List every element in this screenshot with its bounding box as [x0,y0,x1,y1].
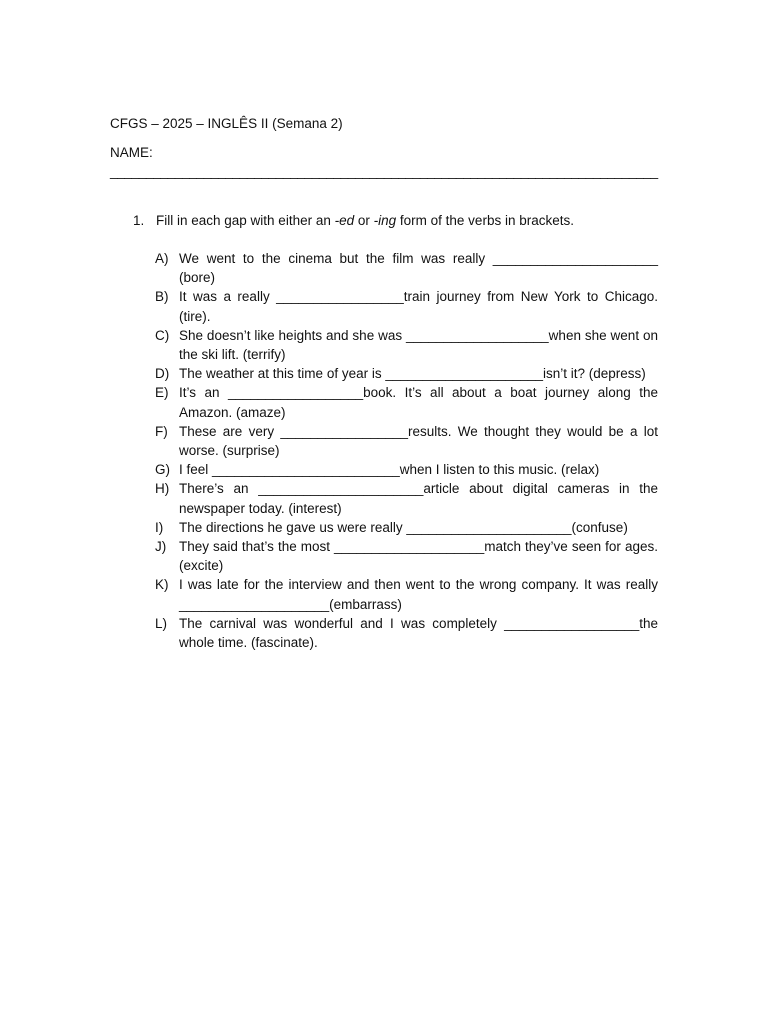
item-letter: I) [155,519,164,535]
exercise-item [155,518,658,537]
item-letter: H) [155,481,170,497]
item-letter: E) [155,385,169,401]
item-sentence: The carnival was wonderful and I was completely __________________the whole time. (fascinate). [179,615,658,651]
item-sentence: These are very _________________results. We thought they would be a lot worse. (surprise) [179,423,658,459]
item-letter: K) [155,577,169,593]
item-sentence: The directions he gave us were really ______________________(confuse) [179,519,628,535]
item-letter: C) [155,327,170,343]
item-sentence: We went to the cinema but the film was really ______________________ (bore) [179,251,658,286]
exercise-item [155,460,658,479]
item-sentence: There’s an ______________________article about digital cameras in the newspaper today. (interest) [179,481,658,516]
item-sentence: They said that’s the most ____________________match they’ve seen for ages. (excite) [179,539,658,574]
question-1 [110,211,658,230]
exercise-item [155,364,658,383]
item-sentence: The weather at this time of year is _____________________isn’t it? (depress) [179,366,646,382]
exercise-item [155,383,658,421]
exercise-items [155,249,658,652]
item-sentence: I feel _________________________when I listen to this music. (relax) [179,462,600,478]
exercise-item [155,537,658,575]
question-instruction: Fill in each gap with either an -ed or -ing form of the verbs in brackets. [156,213,574,228]
exercise-item [155,479,658,517]
item-letter: A) [155,251,169,266]
exercise-item [155,287,658,325]
item-letter: F) [155,423,168,439]
item-sentence: It was a really _________________train journey from New York to Chicago. (tire). [179,289,658,324]
item-letter: L) [155,615,168,631]
exercise-item [155,422,658,460]
exercise-item [155,614,658,652]
name-answer-line: ____________________________________________________________________________ [110,164,658,179]
item-sentence: I was late for the interview and then went to the wrong company. It was really ____________________(embarrass) [179,577,658,612]
item-letter: B) [155,289,169,305]
document-title: CFGS – 2025 – INGLÊS II (Semana 2) [110,116,343,131]
item-letter: J) [155,539,167,555]
exercise-item [155,326,658,364]
exercise-item [155,575,658,613]
name-label: NAME: [110,145,153,160]
item-letter: G) [155,462,170,478]
exercise-item [155,249,658,287]
item-letter: D) [155,366,170,382]
question-number: 1. [133,213,145,228]
document-header [110,114,670,181]
item-sentence: It’s an __________________book. It’s all about a boat journey along the Amazon. (amaze) [179,385,658,420]
item-sentence: She doesn’t like heights and she was ___________________when she went on the ski lift. (terrify) [179,327,658,363]
